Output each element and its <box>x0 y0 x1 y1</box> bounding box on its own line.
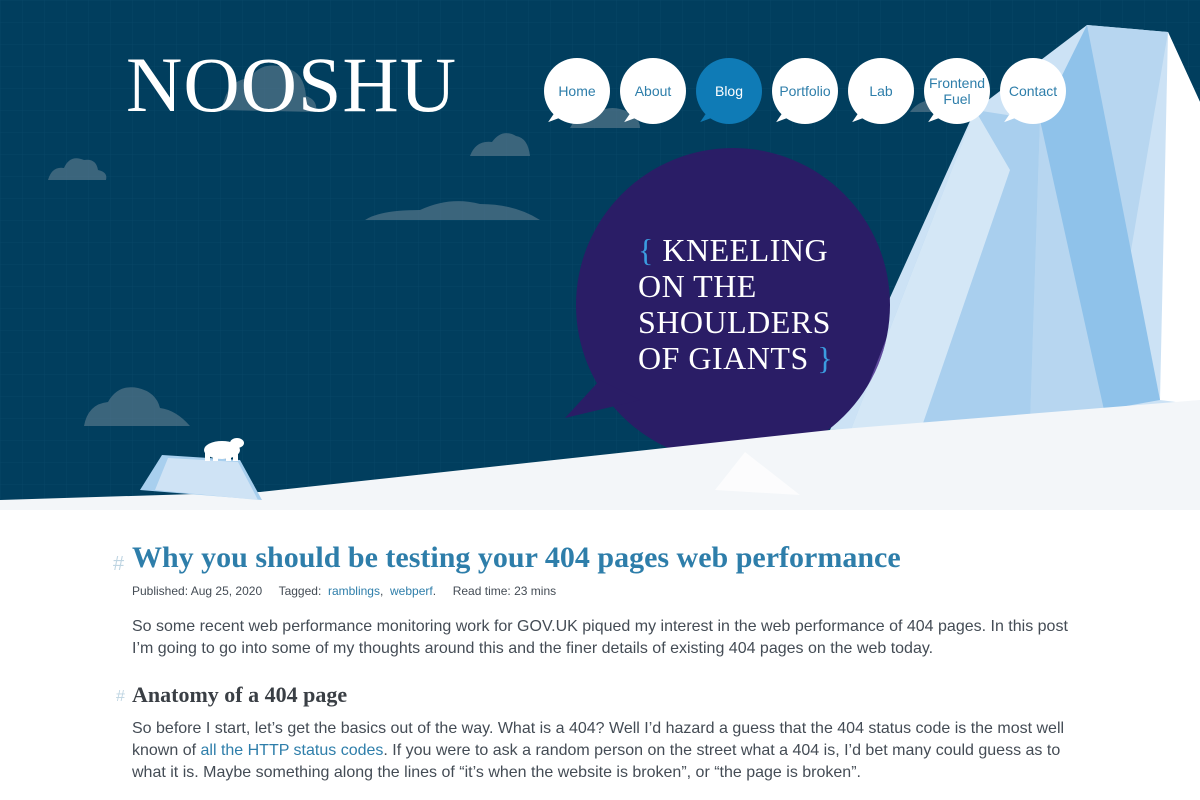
nav-link-about[interactable]: About <box>620 58 686 124</box>
nav-item-blog[interactable] <box>696 58 766 130</box>
published-label: Published: <box>132 584 189 598</box>
section-heading <box>116 682 1072 708</box>
tagline-line-3: SHOULDERS <box>638 304 831 340</box>
section-heading-text: Anatomy of a 404 page <box>132 682 348 707</box>
tagline-line-2: ON THE <box>638 268 757 304</box>
tagline <box>638 232 833 376</box>
nav-item-frontend-fuel[interactable] <box>924 58 994 130</box>
post-title-text: Why you should be testing your 404 pages web performance <box>132 541 901 574</box>
post-meta: Published: Aug 25, 2020 Tagged: ramblings, webperf. Read time: 23 mins <box>132 584 557 598</box>
nav-link-portfolio[interactable]: Portfolio <box>772 58 838 124</box>
tagline-line-1: KNEELING <box>662 232 829 268</box>
post-title <box>113 540 1072 576</box>
tagline-close-brace: } <box>817 340 834 376</box>
post-title-anchor[interactable]: # <box>113 553 125 575</box>
tag-link-webperf[interactable]: webperf <box>390 584 433 598</box>
nav-item-contact[interactable] <box>1000 58 1070 130</box>
tag-link-ramblings[interactable]: ramblings <box>327 584 380 598</box>
nav-link-blog[interactable]: Blog <box>696 58 762 124</box>
section-paragraph <box>132 718 1072 784</box>
published-date: Aug 25, 2020 <box>190 584 263 598</box>
nav-item-portfolio[interactable] <box>772 58 842 130</box>
intro-paragraph: So some recent web performance monitoring work for GOV.UK piqued my interest in the web performance of 404 pages. In this post I’m going to go into some of my thoughts around this and the finer details of existing 404 pages on the web today. <box>132 618 1068 657</box>
section-heading-anchor[interactable]: # <box>116 688 125 705</box>
http-status-codes-link[interactable]: all the HTTP status codes <box>200 742 384 759</box>
section-paragraph-end: . If you were to ask a random person on the street what a 404 is, I’d bet many could guess as to what it is. Maybe something along the lines of “it’s when the website is broken”, or “the page is broken”. <box>132 742 1061 781</box>
article <box>113 540 1072 784</box>
site-logo[interactable]: NOOSHU <box>126 41 458 128</box>
read-time: 23 mins <box>514 584 557 598</box>
nav-link-lab[interactable]: Lab <box>848 58 914 124</box>
read-time-label: Read time: <box>452 584 511 598</box>
nav-link-home[interactable]: Home <box>544 58 610 124</box>
tagline-open-brace: { <box>638 232 654 268</box>
nav-item-home[interactable] <box>544 58 614 130</box>
nav-item-lab[interactable] <box>848 58 918 130</box>
nav-link-frontend-fuel[interactable]: Frontend Fuel <box>924 58 990 124</box>
section-paragraph-start: So before I start, let’s get the basics out of the way. What is a 404? Well I’d hazard a guess that the 404 status code is the most well known of <box>132 720 1065 759</box>
nav-item-about[interactable] <box>620 58 690 130</box>
nav-link-contact[interactable]: Contact <box>1000 58 1066 124</box>
tagline-line-4: OF GIANTS <box>638 340 809 376</box>
tagged-label: Tagged: <box>278 584 322 598</box>
